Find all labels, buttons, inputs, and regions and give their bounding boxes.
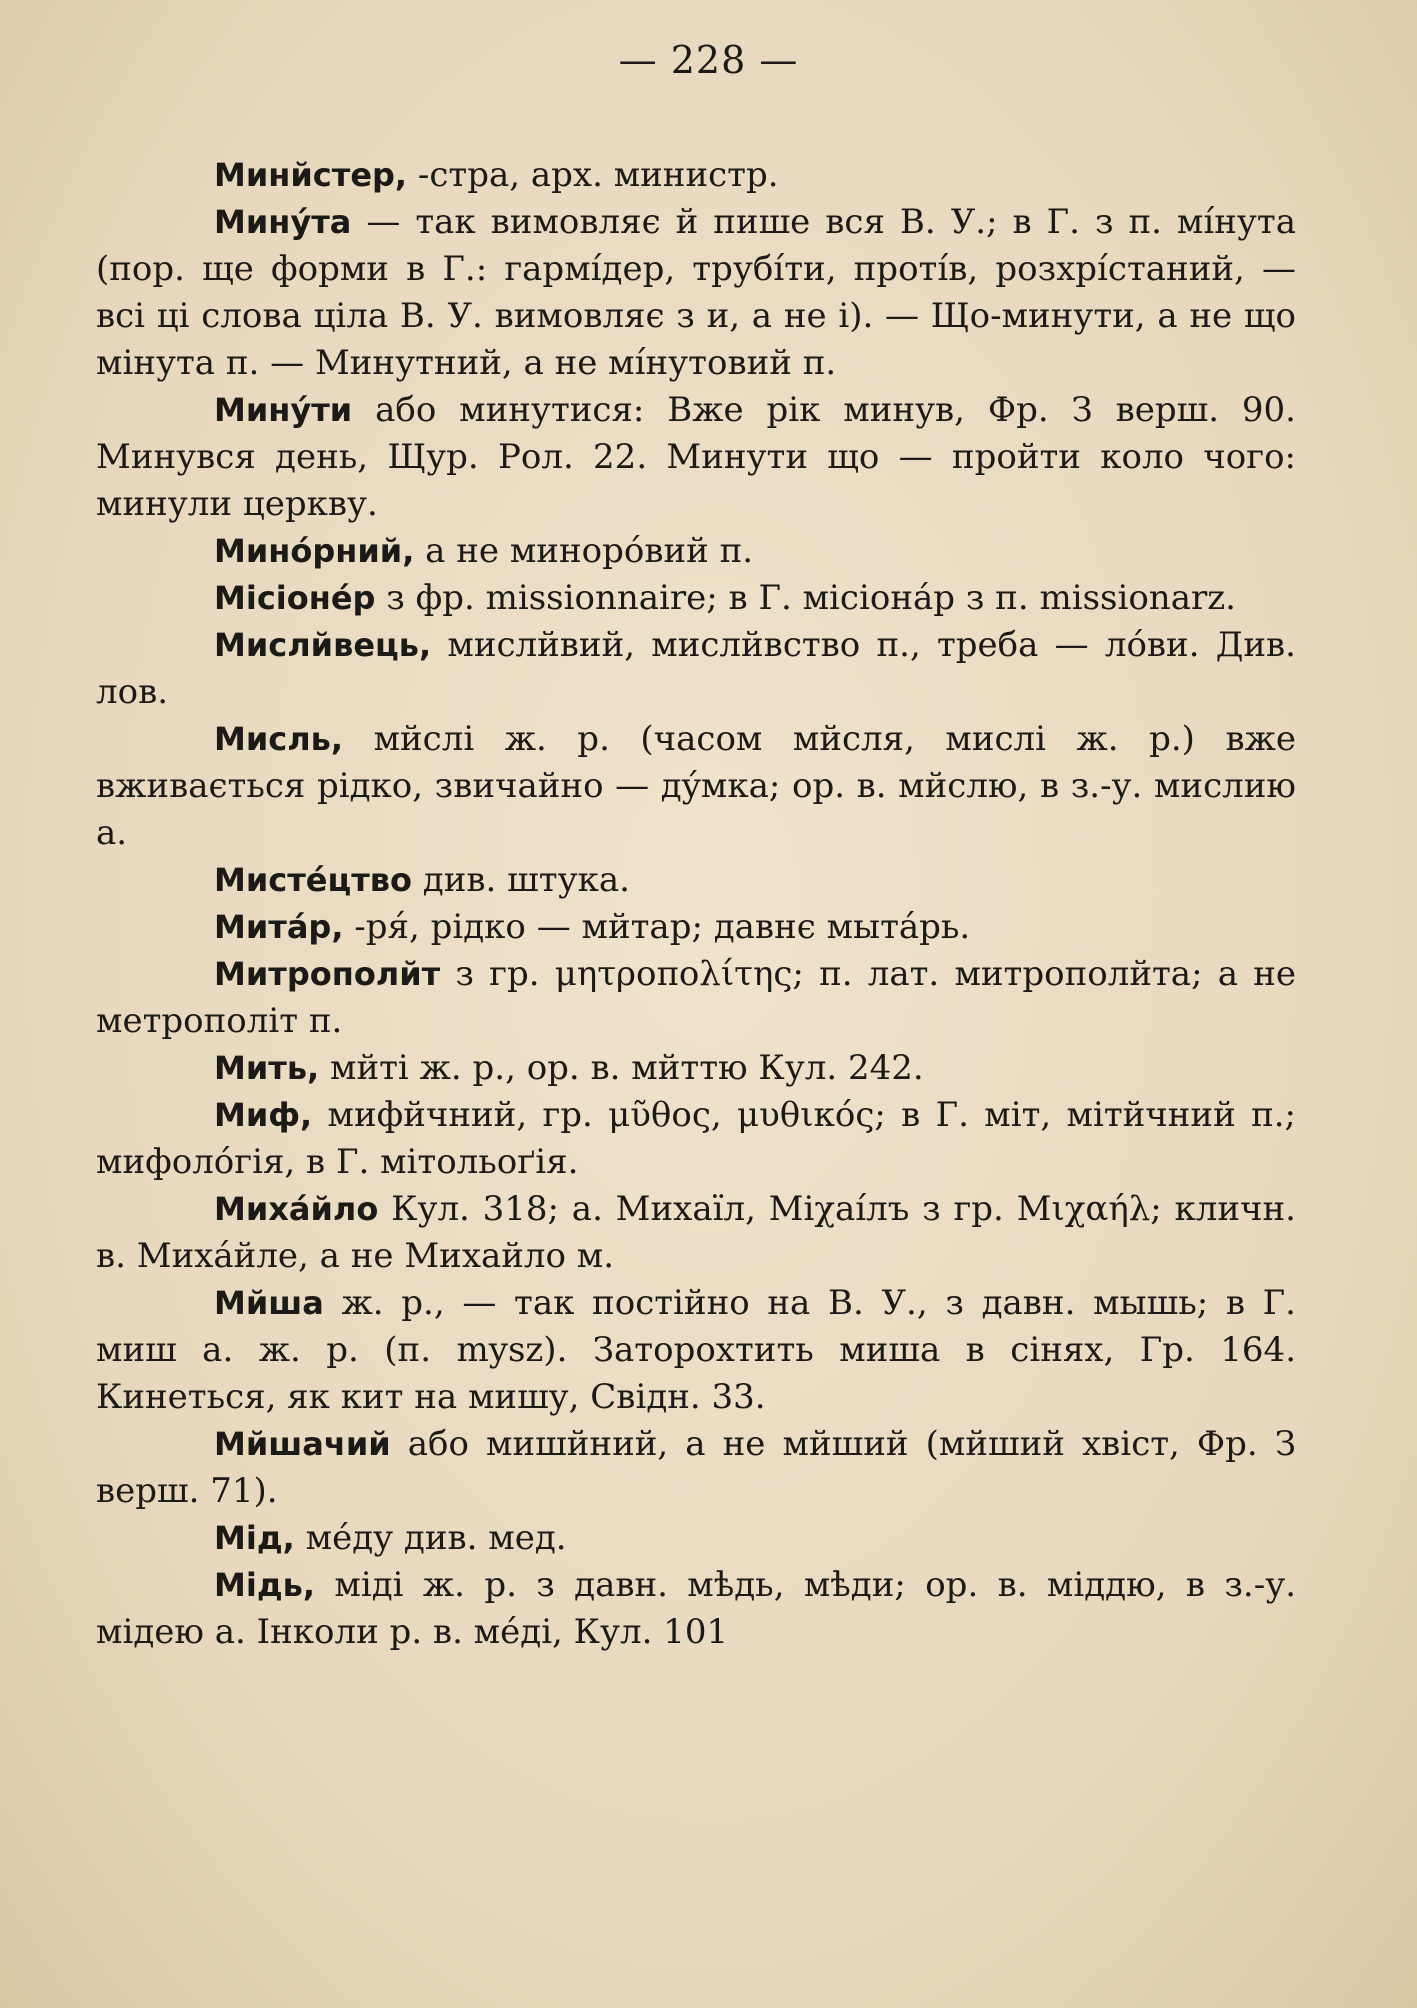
entry-text: мифйчний, гр. μῦθος, μυθικός; в Г. міт, мітйчний п.; мифолóгія, в Г. мітольоґія. — [96, 1095, 1296, 1182]
headword: Місіонéр — [214, 579, 376, 617]
entry — [96, 528, 1296, 575]
entry-text: мислйвий, мислйвство п., треба — лóви. Див. лов. — [96, 625, 1296, 712]
entry — [96, 622, 1296, 716]
entry-text: ж. р., — так постійно на В. У., з давн. мышь; в Г. миш а. ж. р. (п. mysz). Заторохтить миша в сінях, Гр. 164. Кинеться, як кит на мишу, Свідн. 33. — [96, 1283, 1296, 1417]
headword: Минýта — [214, 203, 352, 241]
entry — [96, 951, 1296, 1045]
entry — [96, 716, 1296, 857]
headword: Минóрний, — [214, 532, 415, 570]
headword: Миф, — [214, 1096, 313, 1134]
entry-text: -ря́, рідко — мйтар; давнє мытáрь. — [343, 907, 971, 947]
headword: Михáйло — [214, 1190, 379, 1228]
headword: Мислйвець, — [214, 626, 432, 664]
page-number: — 228 — — [618, 38, 799, 82]
entry-text: з гр. μητροπολίτης; п. лат. митрополйта; а не метрополіт п. — [96, 954, 1296, 1041]
entry — [96, 1421, 1296, 1515]
headword: Мід, — [214, 1519, 295, 1557]
headword: Мисль, — [214, 720, 344, 758]
entry — [96, 904, 1296, 951]
entry — [96, 387, 1296, 528]
entry — [96, 1280, 1296, 1421]
headword: Минýти — [214, 391, 353, 429]
entry-text: -стра, арх. министр. — [407, 155, 779, 195]
entry-text: мéду див. мед. — [294, 1518, 567, 1558]
headword: Мистéцтво — [214, 861, 412, 899]
headword: Минйстер, — [214, 156, 408, 194]
entry — [96, 1515, 1296, 1562]
entry-text: мйслі ж. р. (часом мйсля, мислі ж. р.) вже вживається рідко, звичайно — дýмка; ор. в. мйслю, в з.-у. мислию а. — [96, 719, 1296, 853]
entry-text: а не минорóвий п. — [414, 531, 754, 571]
headword: Мідь, — [214, 1566, 316, 1604]
entry — [96, 575, 1296, 622]
headword: Мйша — [214, 1284, 324, 1322]
entry — [96, 152, 1296, 199]
entry-text: з фр. missionnaire; в Г. місіонáр з п. missionarz. — [375, 578, 1236, 618]
headword: Мить, — [214, 1049, 320, 1087]
headword: Митрополйт — [214, 955, 441, 993]
entry — [96, 1562, 1296, 1656]
headword: Мйшачий — [214, 1425, 391, 1463]
entry — [96, 1186, 1296, 1280]
entry-text: Кул. 318; а. Михаїл, Міχаíлъ з гр. Μιχαήλ; кличн. в. Михáйле, а не Михайло м. — [96, 1189, 1296, 1276]
entry-text: міді ж. р. з давн. мѣдь, мѣди; ор. в. міддю, в з.-у. мідею а. Інколи р. в. мéді, Кул. 101 — [96, 1565, 1296, 1652]
entry — [96, 1045, 1296, 1092]
entry-text: див. штука. — [411, 860, 630, 900]
entry — [96, 199, 1296, 387]
entry-text: — так вимовляє й пише вся В. У.; в Г. з п. мíнута (пор. ще форми в Г.: гармíдер, трубíти, протíв, розхрíстаний, — всі ці слова ціла В. У. вимовляє з и, а не і). — Що-минути, а не що мінута п. — Минутний, а не мíнутовий п. — [96, 202, 1296, 383]
entry — [96, 857, 1296, 904]
entry-text: мйті ж. р., ор. в. мйттю Кул. 242. — [319, 1048, 924, 1088]
entry-text: або мишйний, а не мйший (мйший хвіст, Фр. З верш. 71). — [96, 1424, 1296, 1511]
dictionary-entries — [96, 152, 1296, 1656]
headword: Митáр, — [214, 908, 344, 946]
entry — [96, 1092, 1296, 1186]
entry-text: або минутися: Вже рік минув, Фр. З верш. 90. Минувся день, Щур. Рол. 22. Минути що — пройти коло чого: минули церкву. — [96, 390, 1296, 524]
